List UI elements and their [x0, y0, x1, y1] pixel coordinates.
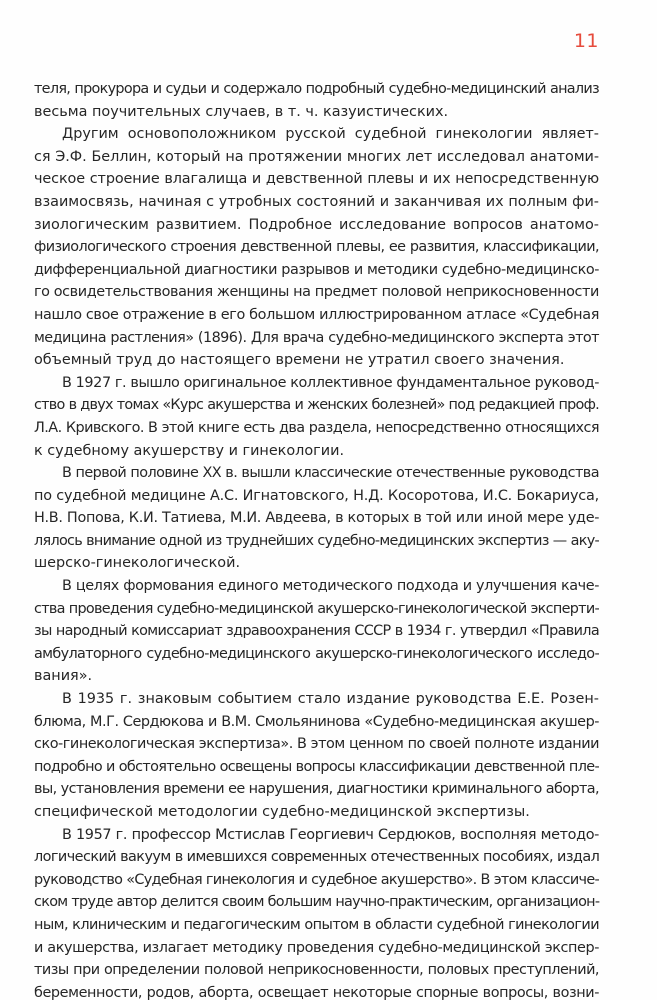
text-line: ным, клиническим и педагогическим опытом в области судебной гинекологии: [34, 916, 599, 933]
text-line: медицина растления» (1896). Для врача судебно-медицинского эксперта этот: [34, 329, 599, 346]
text-line: В первой половине XX в. вышли классические отечественные руководства: [62, 465, 599, 482]
text-line: объемный труд до настоящего времени не утратил своего значения.: [34, 352, 565, 369]
text-line: логический вакуум в имевшихся современных отечественных пособиях, издал: [34, 849, 600, 866]
text-line: зиологическим развитием. Подробное исследование вопросов анатомо-: [34, 216, 599, 233]
text-line: Л.А. Кривского. В этой книге есть два раздела, непосредственно относящихся: [34, 419, 599, 436]
text-line: руководство «Судебная гинекология и судебное акушерство». В этом классиче-: [34, 871, 599, 888]
text-line: шерско-гинекологической.: [34, 555, 241, 572]
text-line: Н.В. Попова, К.И. Татиева, М.И. Авдеева, в которых в той или иной мере уде-: [34, 510, 600, 527]
text-line: дифференциальной диагностики разрывов и методики судебно-медицинско-: [34, 261, 599, 278]
text-line: В целях формования единого методического подхода и улучшения каче-: [62, 578, 599, 595]
text-line: ства проведения судебно-медицинской акушерско-гинекологической эксперти-: [34, 600, 599, 617]
text-line: к судебному акушерству и гинекологии.: [34, 442, 345, 459]
text-line: весьма поучительных случаев, в т. ч. казуистических.: [34, 103, 449, 120]
text-line: вы, установления времени ее нарушения, диагностики криминального аборта,: [34, 781, 599, 798]
text-line: В 1927 г. вышло оригинальное коллективное фундаментальное руковод-: [62, 374, 599, 391]
text-line: ся Э.Ф. Беллин, который на протяжении многих лет исследовал анатоми-: [34, 148, 599, 165]
text-line: и акушерства, излагает методику проведения судебно-медицинской экспер-: [34, 939, 599, 956]
text-line: подробно и обстоятельно освещены вопросы классификации девственной пле-: [34, 758, 599, 775]
text-line: В 1935 г. знаковым событием стало издание руководства Е.Е. Розен-: [62, 691, 599, 708]
text-line: ско-гинекологическая экспертиза». В этом ценном по своей полноте издании: [34, 736, 599, 753]
text-line: лялось внимание одной из труднейших судебно-медицинских экспертиз — аку-: [34, 532, 599, 549]
text-line: специфической методологии судебно-медицинской экспертизы.: [34, 804, 530, 820]
text-line: ском труде автор делится своим большим научно-практическим, организацион-: [34, 894, 600, 911]
text-line: ство в двух томах «Курс акушерства и женских болезней» под редакцией проф.: [34, 397, 599, 414]
text-line: В 1957 г. профессор Мстислав Георгиевич Сердюков, восполняя методо-: [62, 826, 599, 843]
text-line: физиологического строения девственной плевы, ее развития, классификации,: [34, 239, 599, 256]
text-line: беременности, родов, аборта, освещает некоторые спорные вопросы, возни-: [34, 984, 599, 1001]
text-line: блюма, М.Г. Сердюкова и В.М. Смольянинова «Судебно-медицинская акушер-: [34, 713, 599, 730]
text-line: нашло свое отражение в его большом иллюстрированном атласе «Судебная: [34, 306, 599, 323]
text-line: по судебной медицине А.С. Игнатовского, Н.Д. Косоротова, И.С. Бокариуса,: [34, 487, 599, 504]
text-line: го освидетельствования женщины на предмет половой неприкосновенности: [34, 284, 599, 301]
text-line: зы народный комиссариат здравоохранения СССР в 1934 г. утвердил «Правила: [34, 623, 599, 640]
body-text: [34, 78, 599, 1004]
page-number: 11: [573, 30, 599, 52]
text-line: амбулаторного судебно-медицинского акушерско-гинекологического исследо-: [34, 645, 599, 662]
text-line: ческое строение влагалища и девственной плевы и их непосредственную: [34, 171, 599, 188]
text-line: взаимосвязь, начиная с утробных состояний и заканчивая их полным фи-: [34, 193, 599, 210]
text-line: вания».: [34, 668, 93, 685]
text-line: Другим основоположником русской судебной гинекологии являет-: [62, 126, 599, 143]
text-line: тизы при определении половой неприкосновенности, половых преступлений,: [34, 962, 599, 979]
text-line: теля, прокурора и судьи и содержало подробный судебно-медицинский анализ: [34, 81, 599, 97]
